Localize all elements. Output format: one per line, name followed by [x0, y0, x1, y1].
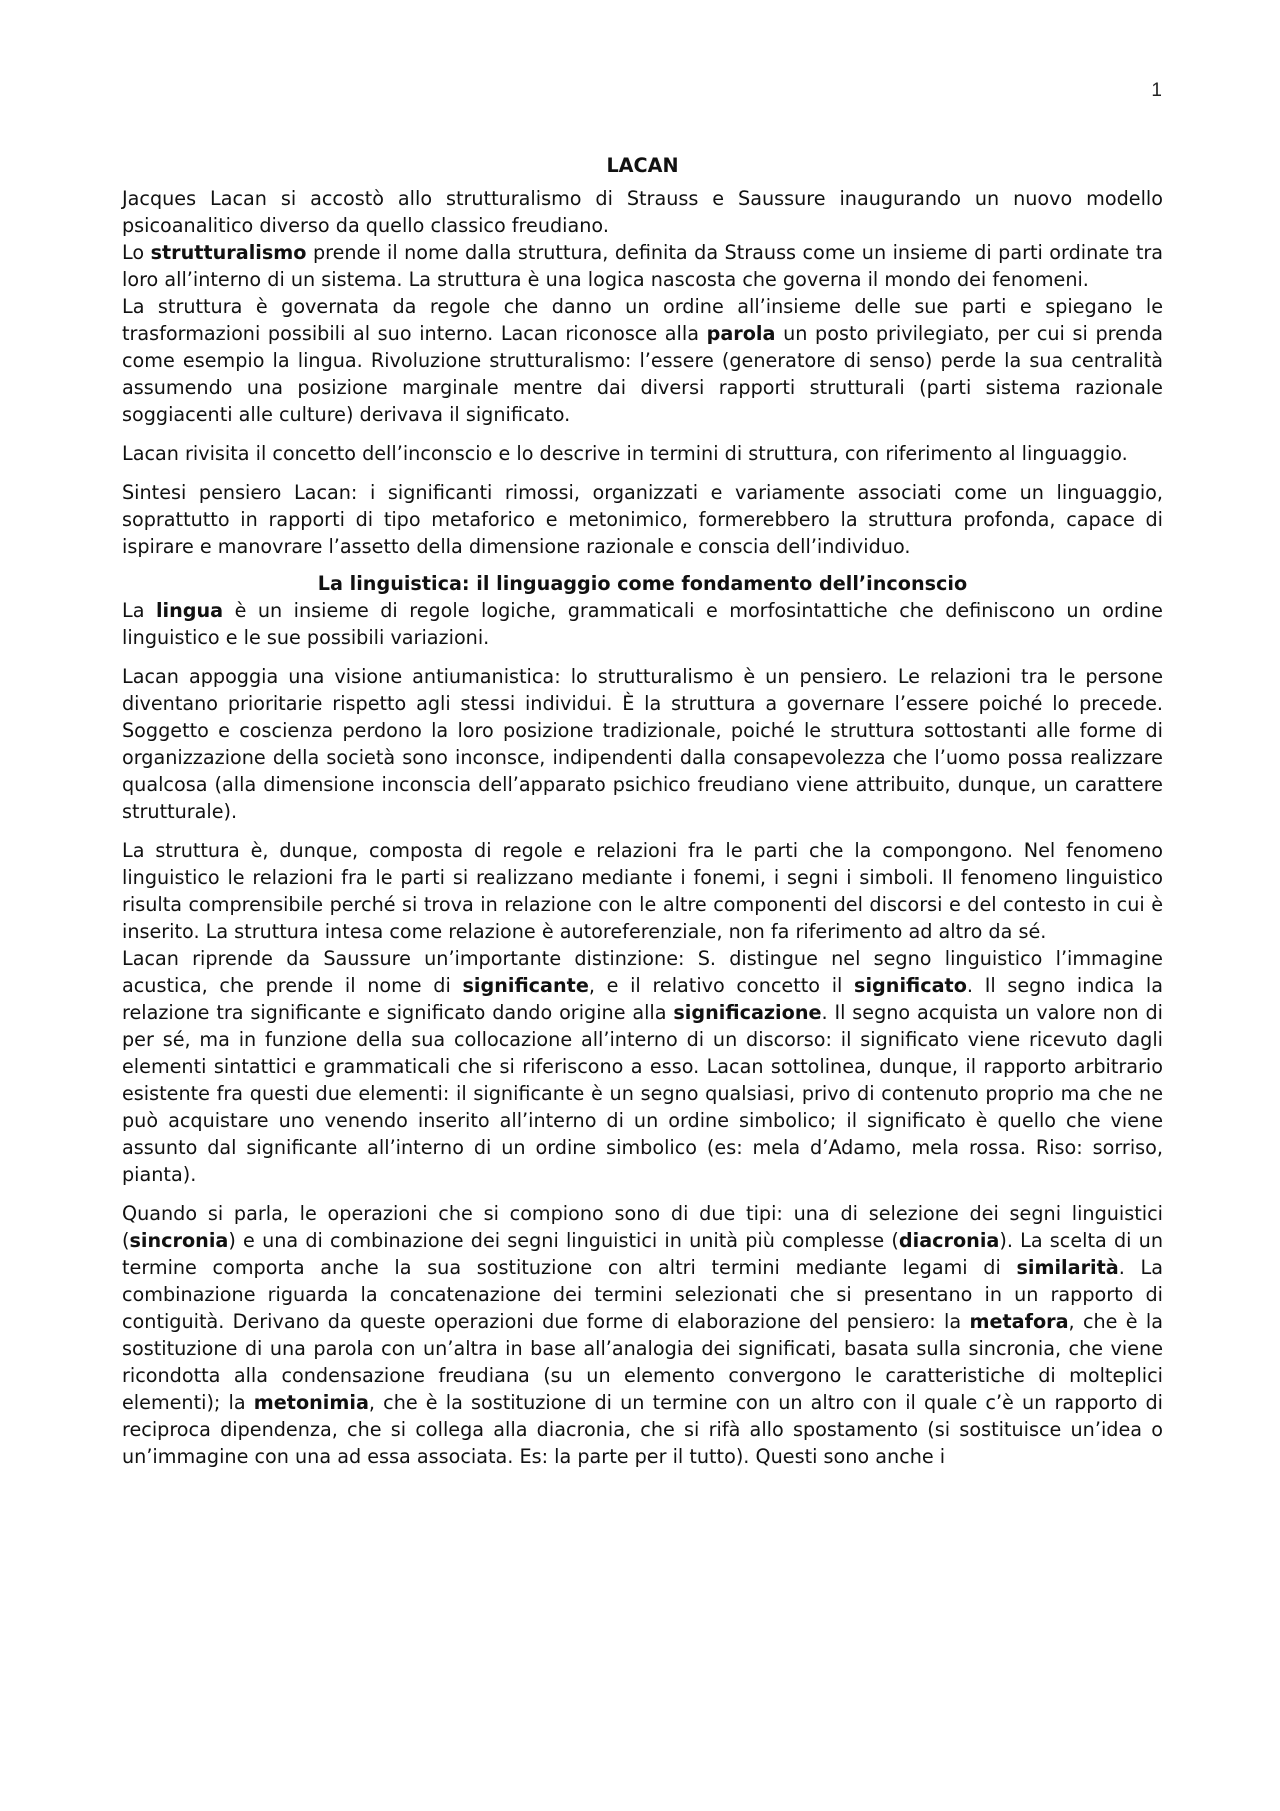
bold-term: lingua [155, 599, 224, 622]
section-heading: La linguistica: il linguaggio come fondamento dell’inconscio [317, 572, 968, 595]
paragraph-antiumanistica: Lacan appoggia una visione antiumanistica: lo strutturalismo è un pensiero. Le relazioni tra le persone diventano prioritarie rispetto agli stessi individui. È la struttura a governare l’essere poiché lo precede. Soggetto e coscienza perdono la loro posizione tradizionale, poiché le struttura sottostanti alle forme di organizzazione della società sono inconsce, indipendenti dalla consapevolezza che l’uomo possa realizzare qualcosa (alla dimensione inconscia dell’apparato psichico freudiano viene attribuito, dunque, un carattere strutturale). [122, 665, 1163, 823]
bold-term: strutturalismo [150, 241, 307, 264]
bold-term: diacronia [898, 1229, 1000, 1252]
paragraph-struttura-regole: La struttura è governata da regole che danno un ordine all’insieme delle sue parti e spiegano le trasformazioni possibili al suo interno. Lacan riconosce alla parola un posto privilegiato, per cui si prenda come esempio la lingua. Rivoluzione strutturalismo: l’essere (generatore di senso) perde la sua centralità assumendo una posizione marginale mentre dai diversi rapporti strutturali (parti sistema razionale soggiacenti alle culture) derivava il significato. [122, 295, 1164, 426]
bold-term: similarità [1016, 1256, 1119, 1279]
paragraph-strutturalismo: Lo strutturalismo prende il nome dalla struttura, definita da Strauss come un insieme di parti ordinate tra loro all’interno di un sistema. La struttura è una logica nascosta che governa il mondo dei fenomeni. [122, 241, 1163, 291]
bold-term: significazione [673, 1001, 822, 1024]
bold-term: metafora [969, 1310, 1069, 1333]
bold-term: significato [854, 974, 967, 997]
document-title: LACAN [606, 154, 679, 177]
paragraph-intro: Jacques Lacan si accostò allo strutturalismo di Strauss e Saussure inaugurando un nuovo modello psicoanalitico diverso da quello classico freudiano. [122, 187, 1163, 237]
bold-term: significante [462, 974, 589, 997]
paragraph-operazioni: Quando si parla, le operazioni che si compiono sono di due tipi: una di selezione dei segni linguistici (sincronia) e una di combinazione dei segni linguistici in unità più complesse (diacronia). La scelta di un termine comporta anche la sua sostituzione con altri termini mediante legami di similarità. La combinazione riguarda la concatenazione dei termini selezionati che si presentano in un rapporto di contiguità. Derivano da queste operazioni due forme di elaborazione del pensiero: la metafora, che è la sostituzione di una parola con un’altra in base all’analogia dei significati, basata sulla sincronia, che viene ricondotta alla condensazione freudiana (su un elemento convergono le caratteristiche di molteplici elementi); la metonimia, che è la sostituzione di un termine con un altro con il quale c’è un rapporto di reciproca dipendenza, che si collega alla diacronia, che si rifà allo spostamento (si sostituisce un’idea o un’immagine con una ad essa associata. Es: la parte per il tutto). Questi sono anche i [122, 1202, 1163, 1468]
paragraph-sintesi: Sintesi pensiero Lacan: i significanti rimossi, organizzati e variamente associati come un linguaggio, soprattutto in rapporti di tipo metaforico e metonimico, formerebbero la struttura profonda, capace di ispirare e manovrare l’assetto della dimensione razionale e conscia dell’individuo. [122, 481, 1163, 558]
paragraph-struttura-relazioni: La struttura è, dunque, composta di regole e relazioni fra le parti che la compongono. Nel fenomeno linguistico le relazioni fra le parti si realizzano mediante i fonemi, i segni i simboli. Il fenomeno linguistico risulta comprensibile perché si trova in relazione con le altre componenti del discorsi e del contesto in cui è inserito. La struttura intesa come relazione è autoreferenziale, non fa riferimento ad altro da sé. [122, 839, 1163, 943]
document-body [122, 152, 1163, 1470]
bold-term: sincronia [129, 1229, 229, 1252]
paragraph-lingua: La lingua è un insieme di regole logiche, grammaticali e morfosintattiche che definiscono un ordine linguistico e le sue possibili variazioni. [122, 599, 1163, 649]
bold-term: parola [706, 322, 776, 345]
bold-term: metonimia [253, 1391, 369, 1414]
page-number: 1 [1151, 80, 1162, 101]
paragraph-saussure: Lacan riprende da Saussure un’importante distinzione: S. distingue nel segno linguistico l’immagine acustica, che prende il nome di significante, e il relativo concetto il significato. Il segno indica la relazione tra significante e significato dando origine alla significazione. Il segno acquista un valore non di per sé, ma in funzione della sua collocazione all’interno di un discorso: il significato viene ricevuto dagli elementi sintattici e grammaticali che si riferiscono a esso. Lacan sottolinea, dunque, il rapporto arbitrario esistente fra questi due elementi: il significante è un segno qualsiasi, privo di contenuto proprio ma che ne può acquistare uno venendo inserito all’interno di un ordine simbolico; il significato è quello che viene assunto dal significante all’interno di un ordine simbolico (es: mela d’Adamo, mela rossa. Riso: sorriso, pianta). [122, 947, 1164, 1186]
paragraph-inconscio: Lacan rivisita il concetto dell’inconscio e lo descrive in termini di struttura, con riferimento al linguaggio. [122, 442, 1128, 465]
